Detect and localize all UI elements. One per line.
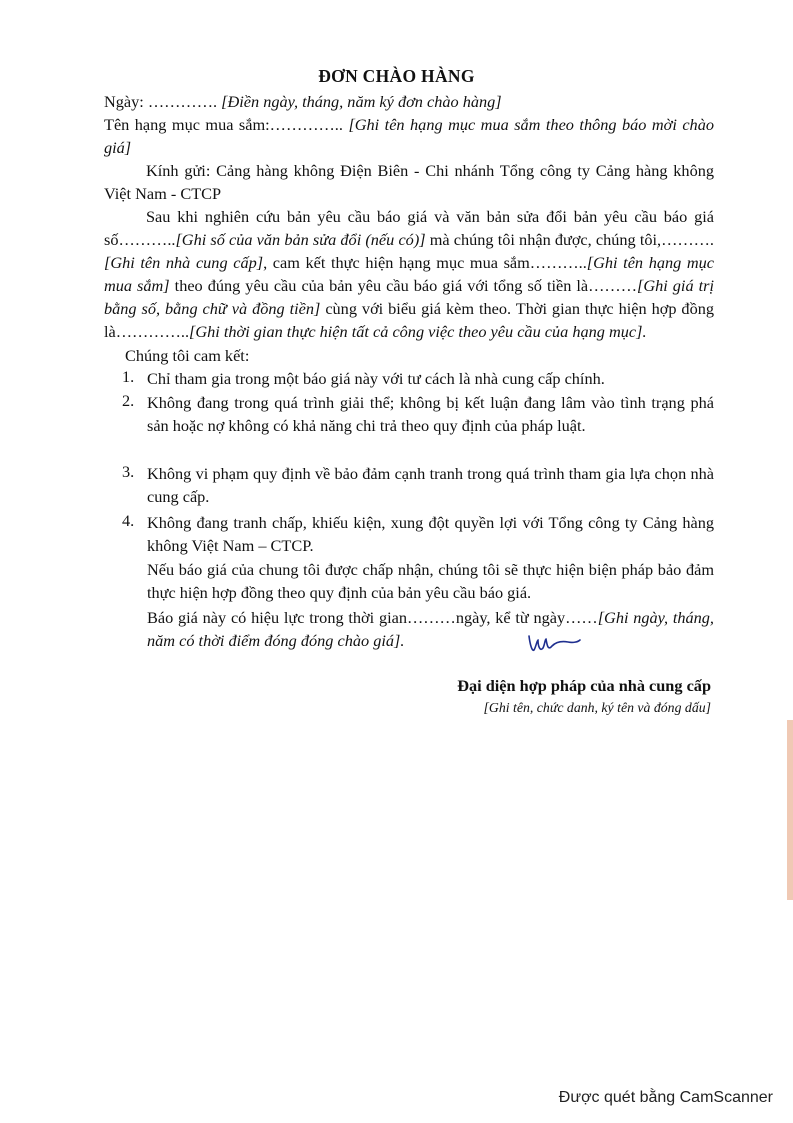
validity-hint: [Ghi ngày, tháng, năm có thời điểm đóng đóng chào giá].: [147, 608, 714, 650]
item-hint: [Ghi tên hạng mục mua sắm theo thông báo mời chào giá]: [104, 115, 714, 157]
representative-title: Đại diện hợp pháp của nhà cung cấp: [457, 676, 711, 695]
p1-hint-duration: [Ghi thời gian thực hiện tất cả công việc theo yêu cầu của hạng mục].: [189, 322, 647, 341]
p1-text-a: Sau khi nghiên cứu bản yêu cầu báo giá và văn bản sửa đổi bản yêu cầu báo giá số………..: [104, 207, 714, 249]
p1-text-i: cùng với biểu giá kèm theo. Thời gian thực hiện hợp đồng là…………..: [104, 299, 714, 341]
item-label: Tên hạng mục mua sắm:…………..: [104, 115, 343, 134]
p1-text-e: , cam kết thực hiện hạng mục mua sắm………..: [263, 253, 587, 272]
commit-1-text: Chỉ tham gia trong một báo giá này với tư cách là nhà cung cấp chính.: [147, 369, 605, 388]
paragraph-commitment: [104, 205, 714, 343]
p1-hint-amount: [Ghi giá trị bằng số, bằng chữ và đồng tiền]: [104, 276, 714, 318]
scanner-watermark: Được quét bằng CamScanner: [558, 1089, 773, 1106]
commit-2-num: 2.: [122, 391, 135, 410]
commit-4-text: Không đang tranh chấp, khiếu kiện, xung đột quyền lợi với Tổng công ty Cảng hàng không Việt Nam – CTCP.: [147, 513, 714, 555]
item-line: [104, 113, 714, 159]
commit-3-num: 3.: [122, 462, 135, 481]
addressee: Kính gửi: Cảng hàng không Điện Biên - Chi nhánh Tổng công ty Cảng hàng không Việt Nam - CTCP: [104, 161, 714, 203]
p1-hint-amendment: [Ghi số của văn bản sửa đổi (nếu có)]: [175, 230, 426, 249]
p1-text-c: mà chúng tôi nhận được, chúng tôi,……….: [425, 230, 714, 249]
p1-text-g: theo đúng yêu cầu của bản yêu cầu báo giá với tổng số tiền là………: [169, 276, 637, 295]
validity-paragraph: [147, 606, 714, 652]
representative-hint: [Ghi tên, chức danh, ký tên và đóng dấu]: [483, 700, 711, 715]
date-hint: [Điền ngày, tháng, năm ký đơn chào hàng]: [221, 92, 502, 111]
initials-signature-icon: [526, 630, 582, 658]
scan-edge-mark: [787, 720, 793, 900]
commit-4-num: 4.: [122, 511, 135, 530]
acceptance-paragraph: Nếu báo giá của chung tôi được chấp nhận, chúng tôi sẽ thực hiện biện pháp bảo đảm thực hiện hợp đồng theo quy định của bản yêu cầu báo giá.: [147, 560, 714, 602]
date-label: Ngày: ………….: [104, 92, 218, 111]
document-title: ĐƠN CHÀO HÀNG: [318, 66, 475, 86]
validity-text: Báo giá này có hiệu lực trong thời gian………ngày, kể từ ngày……: [147, 608, 598, 627]
commit-heading: Chúng tôi cam kết:: [125, 346, 250, 365]
commit-3-text: Không vi phạm quy định về bảo đảm cạnh tranh trong quá trình tham gia lựa chọn nhà cung cấp.: [147, 464, 714, 506]
p1-hint-supplier: [Ghi tên nhà cung cấp]: [104, 253, 264, 272]
commit-2-text: Không đang trong quá trình giải thể; không bị kết luận đang lâm vào tình trạng phá sản hoặc nợ không có khả năng chi trả theo quy định của pháp luật.: [147, 393, 714, 435]
date-line: [104, 90, 714, 113]
commit-1-num: 1.: [122, 367, 135, 386]
p1-hint-item: [Ghi tên hạng mục mua sắm]: [104, 253, 715, 295]
